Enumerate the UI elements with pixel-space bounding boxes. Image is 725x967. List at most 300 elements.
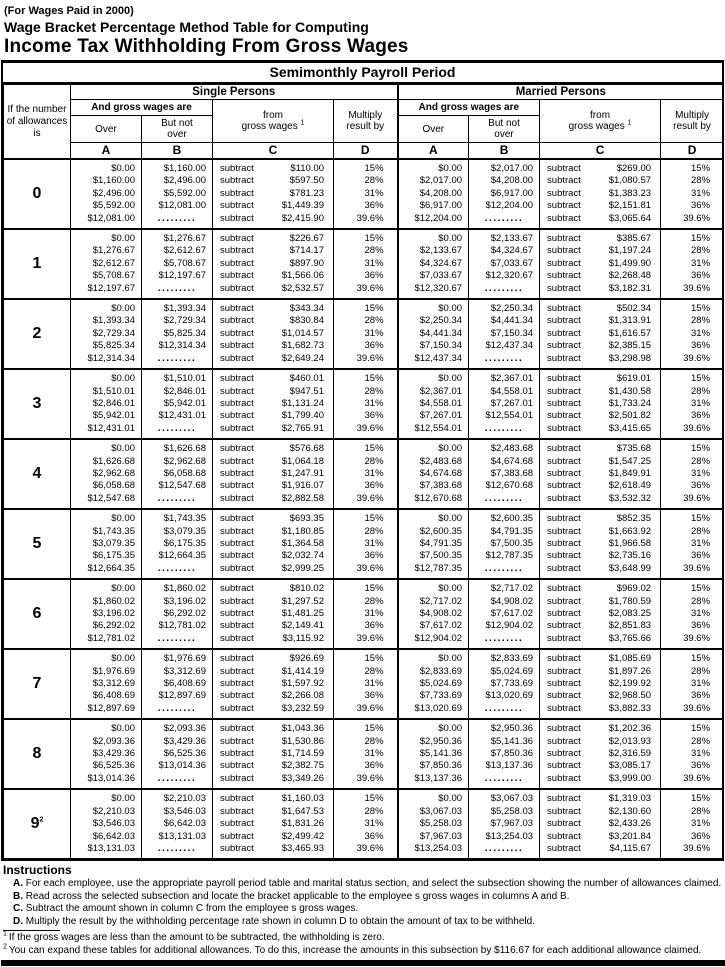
over-value: $6,058.68 <box>92 480 135 492</box>
footnote-marker: 2 <box>3 943 9 951</box>
subtract-amount: $1,499.90 <box>608 257 652 269</box>
but-not-over-value: $2,962.68 <box>163 455 206 467</box>
single-multiply-header: Multiply result by <box>334 100 398 143</box>
subtract-line <box>540 315 660 327</box>
but-not-over-value: $3,196.02 <box>163 595 206 607</box>
rate-value: 39.6% <box>356 352 384 364</box>
subtract-label: subtract <box>220 702 254 714</box>
over-value: $6,917.00 <box>419 200 463 212</box>
married-subtract-cell <box>540 439 661 509</box>
subtract-label: subtract <box>220 562 254 574</box>
allowance-cell: $9^2$ <box>4 789 71 859</box>
subtract-label: subtract <box>547 352 581 364</box>
over-value: $12,204.00 <box>414 212 463 224</box>
single-over-header: Over <box>71 116 142 143</box>
over-value: $0.00 <box>111 653 135 665</box>
allowance-cell: 0 <box>4 159 71 229</box>
subtract-amount: $897.90 <box>289 257 324 269</box>
rate-value: 39.6% <box>683 352 711 364</box>
over-value: $3,067.03 <box>419 805 463 817</box>
table-row <box>4 719 724 789</box>
subtract-amount: $3,182.31 <box>608 282 652 294</box>
subtract-line <box>213 526 333 538</box>
subtract-amount: $3,999.00 <box>608 772 652 784</box>
subtract-amount: $1,247.91 <box>281 467 324 479</box>
over-value: $3,546.03 <box>92 818 135 830</box>
but-not-over-value: $2,210.03 <box>163 793 206 805</box>
allowance-cell: 1 <box>4 229 71 299</box>
over-value: $13,020.69 <box>414 702 463 714</box>
subtract-amount: $1,647.53 <box>281 805 324 817</box>
subtract-line <box>540 678 660 690</box>
married-but-not-over-cell <box>469 369 540 439</box>
subtract-label: subtract <box>547 492 581 504</box>
married-over-cell <box>398 649 469 719</box>
dashes-value: ......... <box>157 492 197 504</box>
single-over-cell <box>71 439 142 509</box>
single-subtract-cell <box>213 789 334 859</box>
subtract-amount: $1,449.39 <box>281 200 324 212</box>
married-multiply-cell <box>661 369 724 439</box>
single-but-not-over-header: But not over <box>142 116 213 143</box>
over-value: $2,250.34 <box>419 315 463 327</box>
subtract-line <box>540 843 660 855</box>
over-value: $4,324.67 <box>419 257 463 269</box>
but-not-over-value: $7,150.34 <box>490 327 534 339</box>
married-multiply-cell <box>661 789 724 859</box>
subtract-label: subtract <box>547 608 581 619</box>
married-multiply-cell <box>661 299 724 369</box>
but-not-over-value: $1,860.02 <box>163 583 206 595</box>
dashes-value: ......... <box>484 352 524 364</box>
over-value: $4,558.01 <box>419 397 463 409</box>
but-not-over-value: $12,904.02 <box>485 620 534 632</box>
rate-value: 39.6% <box>356 562 384 574</box>
table-header <box>4 85 724 160</box>
subtract-label: subtract <box>547 513 581 525</box>
but-not-over-value: $6,292.02 <box>163 608 206 619</box>
subtract-line <box>213 583 333 595</box>
subtract-label: subtract <box>220 270 254 282</box>
subtract-label: subtract <box>547 818 581 830</box>
allowance-cell: 6 <box>4 579 71 649</box>
over-value: $1,860.02 <box>92 595 135 607</box>
subtract-line <box>540 480 660 492</box>
but-not-over-value: $1,276.67 <box>163 233 206 245</box>
but-not-over-value: $4,208.00 <box>490 175 534 187</box>
married-over-cell <box>398 229 469 299</box>
but-not-over-value: $5,825.34 <box>163 327 206 339</box>
subtract-line <box>213 748 333 760</box>
allowance-cell: 7 <box>4 649 71 719</box>
subtract-label: subtract <box>547 175 581 187</box>
subtract-line <box>540 410 660 422</box>
subtract-amount: $735.68 <box>616 443 652 455</box>
married-subtract-cell <box>540 719 661 789</box>
subtract-amount: $1,849.91 <box>608 467 652 479</box>
subtract-label: subtract <box>220 632 254 644</box>
subtract-line <box>213 270 333 282</box>
single-over-cell <box>71 159 142 229</box>
subtract-label: subtract <box>547 723 581 735</box>
married-subtract-cell <box>540 509 661 579</box>
dashes-value: ......... <box>484 282 524 294</box>
subtract-label: subtract <box>547 562 581 574</box>
over-value: $7,967.03 <box>419 830 463 842</box>
married-col-letter-d: D <box>661 143 724 160</box>
over-value: $5,942.01 <box>92 410 135 422</box>
instruction-letter: C. <box>13 903 26 915</box>
over-value: $2,600.35 <box>419 525 463 537</box>
over-value: $7,033.67 <box>419 270 463 282</box>
rate-value: 28% <box>691 385 711 397</box>
subtract-label: subtract <box>547 327 581 339</box>
single-subtract-cell <box>213 369 334 439</box>
rate-value: 31% <box>691 397 711 409</box>
subtract-amount: $226.67 <box>289 233 324 245</box>
over-value: $12,197.67 <box>87 282 135 294</box>
but-not-over-value: $3,429.36 <box>163 735 206 747</box>
over-value: $3,196.02 <box>92 608 135 619</box>
but-not-over-value: $6,525.36 <box>163 748 206 760</box>
married-subtract-cell <box>540 789 661 859</box>
over-value: $12,437.34 <box>414 352 463 364</box>
married-but-not-over-cell <box>469 649 540 719</box>
but-not-over-value: $13,020.69 <box>485 690 534 702</box>
subtract-line <box>213 831 333 843</box>
subtract-label: subtract <box>547 537 581 549</box>
but-not-over-value: $5,141.36 <box>490 735 534 747</box>
subtract-label: subtract <box>220 315 254 327</box>
subtract-amount: $2,130.60 <box>608 805 652 817</box>
rate-value: 31% <box>691 187 711 199</box>
footnote-1-marker: 1 <box>300 119 305 127</box>
subtract-line <box>540 443 660 455</box>
married-over-cell <box>398 579 469 649</box>
over-value: $0.00 <box>111 303 135 315</box>
married-but-not-over-cell <box>469 719 540 789</box>
subtract-label: subtract <box>547 690 581 702</box>
subtract-line <box>540 456 660 468</box>
footnote-marker: 1 <box>3 930 9 938</box>
rate-value: 36% <box>364 830 384 842</box>
but-not-over-value: $7,733.69 <box>490 678 534 690</box>
but-not-over-value: $7,967.03 <box>490 818 534 830</box>
subtract-label: subtract <box>220 187 254 199</box>
table-subtitle: Wage Bracket Percentage Method Table for Computing <box>4 19 369 35</box>
over-value: $13,014.36 <box>87 772 135 784</box>
subtract-label: subtract <box>547 550 581 562</box>
single-multiply-cell <box>334 299 398 369</box>
subtract-amount: $502.34 <box>616 303 652 315</box>
subtract-amount: $2,765.91 <box>281 422 324 434</box>
rate-value: 28% <box>364 805 384 817</box>
over-value: $3,429.36 <box>92 748 135 760</box>
single-multiply-cell <box>334 579 398 649</box>
column-letters-row <box>4 143 724 160</box>
single-but-not-over-cell <box>142 439 213 509</box>
wage-bracket-table <box>3 84 724 859</box>
over-value: $0.00 <box>438 163 463 174</box>
over-value: $7,500.35 <box>419 550 463 562</box>
subtract-label: subtract <box>220 212 254 224</box>
but-not-over-value: $12,431.01 <box>158 410 206 422</box>
subtract-line <box>213 398 333 410</box>
rate-value: 31% <box>691 678 711 690</box>
subtract-line <box>540 303 660 315</box>
subtract-amount: $2,735.16 <box>608 550 652 562</box>
over-value: $2,962.68 <box>92 467 135 479</box>
subtract-amount: $1,160.03 <box>281 793 324 805</box>
but-not-over-value: $13,254.03 <box>485 830 534 842</box>
rate-value: 28% <box>364 735 384 747</box>
subtract-amount: $810.02 <box>289 583 324 595</box>
but-not-over-value: $6,917.00 <box>490 187 534 199</box>
rate-value: 39.6% <box>683 632 711 644</box>
over-value: $4,908.02 <box>419 608 463 619</box>
rate-value: 31% <box>364 608 384 619</box>
married-multiply-cell <box>661 159 724 229</box>
rate-value: 39.6% <box>356 422 384 434</box>
subtract-line <box>213 258 333 270</box>
instruction-item: A. For each employee, use the appropriate payroll period table and marital status section, and select the subsection showing the number of allowances claimed. <box>13 878 722 890</box>
subtract-line <box>540 386 660 398</box>
subtract-line <box>540 340 660 352</box>
single-subtract-cell <box>213 229 334 299</box>
rate-value: 28% <box>691 805 711 817</box>
subtract-line <box>540 328 660 340</box>
but-not-over-value: $12,547.68 <box>158 480 206 492</box>
single-but-not-over-cell <box>142 649 213 719</box>
but-not-over-value: $1,976.69 <box>163 653 206 665</box>
single-col-letter-b: B <box>142 143 213 160</box>
but-not-over-value: $2,093.36 <box>163 723 206 735</box>
rate-value: 36% <box>364 550 384 562</box>
over-value: $0.00 <box>111 723 135 735</box>
rate-value: 39.6% <box>683 562 711 574</box>
but-not-over-value: $7,383.68 <box>490 467 534 479</box>
subtract-label: subtract <box>547 525 581 537</box>
subtract-line <box>213 480 333 492</box>
single-multiply-cell <box>334 719 398 789</box>
subtract-label: subtract <box>220 583 254 595</box>
rate-value: 15% <box>691 513 711 525</box>
single-multiply-cell <box>334 369 398 439</box>
but-not-over-value: $12,897.69 <box>158 690 206 702</box>
rate-value: 15% <box>691 233 711 245</box>
married-over-cell <box>398 159 469 229</box>
rate-value: 36% <box>691 200 711 212</box>
but-not-over-value: $3,312.69 <box>163 665 206 677</box>
married-but-not-over-cell <box>469 439 540 509</box>
subtract-amount: $2,013.93 <box>608 735 652 747</box>
but-not-over-value: $5,942.01 <box>163 397 206 409</box>
dashes-value: ......... <box>484 562 524 574</box>
but-not-over-value: $2,729.34 <box>163 315 206 327</box>
subtract-amount: $1,319.03 <box>608 793 652 805</box>
rate-value: 36% <box>364 480 384 492</box>
subtract-amount: $619.01 <box>616 373 652 385</box>
subtract-amount: $2,382.75 <box>281 760 324 772</box>
married-but-not-over-cell <box>469 509 540 579</box>
subtract-amount: $1,383.23 <box>608 187 652 199</box>
over-value: $12,314.34 <box>87 352 135 364</box>
over-value: $0.00 <box>438 723 463 735</box>
dashes-value: ......... <box>157 352 197 364</box>
subtract-amount: $1,481.25 <box>281 608 324 619</box>
rate-value: 28% <box>691 665 711 677</box>
rate-value: 15% <box>691 443 711 455</box>
subtract-line <box>213 793 333 805</box>
subtract-label: subtract <box>547 830 581 842</box>
subtract-label: subtract <box>547 772 581 784</box>
subtract-line <box>213 353 333 365</box>
over-value: $7,617.02 <box>419 620 463 632</box>
over-value: $12,554.01 <box>414 422 463 434</box>
subtract-amount: $852.35 <box>616 513 652 525</box>
over-value: $2,210.03 <box>92 805 135 817</box>
rate-value: 36% <box>691 340 711 352</box>
over-value: $4,674.68 <box>419 467 463 479</box>
subtract-line <box>213 188 333 200</box>
rate-value: 28% <box>691 595 711 607</box>
subtract-label: subtract <box>547 455 581 467</box>
subtract-line <box>540 666 660 678</box>
over-value: $7,383.68 <box>419 480 463 492</box>
subtract-amount: $3,648.99 <box>608 562 652 574</box>
but-not-over-value: $2,496.00 <box>163 175 206 187</box>
subtract-label: subtract <box>547 665 581 677</box>
over-value: $6,292.02 <box>92 620 135 632</box>
subtract-amount: $3,415.65 <box>608 422 652 434</box>
dashes-value: ......... <box>157 702 197 714</box>
over-value: $12,664.35 <box>87 562 135 574</box>
subtract-label: subtract <box>220 410 254 422</box>
rate-value: 31% <box>364 467 384 479</box>
instruction-item: C. Subtract the amount shown in column C from the employee s gross wages. <box>13 903 359 915</box>
rate-value: 31% <box>691 257 711 269</box>
subtract-label: subtract <box>220 842 254 854</box>
single-multiply-cell <box>334 159 398 229</box>
subtract-line <box>540 760 660 772</box>
married-multiply-cell <box>661 509 724 579</box>
subtract-line <box>540 608 660 620</box>
rate-value: 31% <box>691 537 711 549</box>
but-not-over-value: $1,393.34 <box>163 303 206 315</box>
rate-value: 31% <box>691 818 711 830</box>
subtract-amount: $597.50 <box>289 175 324 187</box>
over-value: $2,950.36 <box>419 735 463 747</box>
over-value: $5,258.03 <box>419 818 463 830</box>
subtract-line <box>213 550 333 562</box>
over-value: $0.00 <box>111 583 135 595</box>
subtract-amount: $1,897.26 <box>608 665 652 677</box>
subtract-label: subtract <box>547 163 581 174</box>
over-value: $2,833.69 <box>419 665 463 677</box>
instruction-item: D. Multiply the result by the withholding percentage rate shown in column D to obtain the amount of tax to be withheld. <box>13 915 535 927</box>
subtract-line <box>213 233 333 245</box>
subtract-label: subtract <box>220 455 254 467</box>
subtract-label: subtract <box>547 410 581 422</box>
subtract-line <box>540 373 660 385</box>
over-value: $4,791.35 <box>419 537 463 549</box>
married-over-cell <box>398 299 469 369</box>
subtract-amount: $3,882.33 <box>608 702 652 714</box>
subtract-amount: $1,780.59 <box>608 595 652 607</box>
but-not-over-value: $12,204.00 <box>485 200 534 212</box>
subtract-label: subtract <box>220 690 254 702</box>
rate-value: 15% <box>691 303 711 315</box>
married-subtract-cell <box>540 299 661 369</box>
married-over-header: Over <box>398 116 469 143</box>
subtract-label: subtract <box>220 352 254 364</box>
married-subtract-cell <box>540 369 661 439</box>
but-not-over-value: $2,017.00 <box>490 163 534 174</box>
subtract-line <box>213 723 333 735</box>
married-multiply-cell <box>661 649 724 719</box>
rate-value: 15% <box>364 583 384 595</box>
rate-value: 36% <box>691 690 711 702</box>
table-row <box>4 439 724 509</box>
subtract-line <box>540 550 660 562</box>
but-not-over-value: $3,546.03 <box>163 805 206 817</box>
but-not-over-value: $2,846.01 <box>163 385 206 397</box>
married-gross-wages-header: And gross wages are <box>398 100 540 116</box>
subtract-line <box>213 373 333 385</box>
subtract-label: subtract <box>547 303 581 315</box>
over-value: $7,850.36 <box>419 760 463 772</box>
subtract-label: subtract <box>547 212 581 224</box>
subtract-amount: $1,297.52 <box>281 595 324 607</box>
married-but-not-over-cell <box>469 789 540 859</box>
but-not-over-value: $4,558.01 <box>490 385 534 397</box>
subtract-amount: $1,733.24 <box>608 397 652 409</box>
subtract-amount: $2,532.57 <box>281 282 324 294</box>
single-subtract-cell <box>213 649 334 719</box>
subtract-amount: $1,597.92 <box>281 678 324 690</box>
dashes-value: ......... <box>157 212 197 224</box>
single-but-not-over-cell <box>142 229 213 299</box>
dashes-value: ......... <box>484 702 524 714</box>
subtract-label: subtract <box>220 282 254 294</box>
over-value: $0.00 <box>111 373 135 385</box>
subtract-amount: $1,043.36 <box>281 723 324 735</box>
subtract-amount: $1,966.58 <box>608 537 652 549</box>
subtract-label: subtract <box>547 632 581 644</box>
rate-value: 39.6% <box>356 772 384 784</box>
over-value: $0.00 <box>111 443 135 455</box>
subtract-label: subtract <box>220 443 254 455</box>
rate-value: 28% <box>364 245 384 257</box>
but-not-over-value: $5,024.69 <box>490 665 534 677</box>
over-value: $13,254.03 <box>414 842 463 854</box>
subtract-label: subtract <box>220 818 254 830</box>
subtract-label: subtract <box>220 175 254 187</box>
single-multiply-cell <box>334 649 398 719</box>
subtract-amount: $2,199.92 <box>608 678 652 690</box>
subtract-line <box>213 563 333 575</box>
subtract-amount: $460.01 <box>289 373 324 385</box>
subtract-amount: $2,268.48 <box>608 270 652 282</box>
but-not-over-value: $12,554.01 <box>485 410 534 422</box>
rate-value: 15% <box>364 303 384 315</box>
payroll-period-header: Semimonthly Payroll Period <box>3 63 722 84</box>
subtract-amount: $781.23 <box>289 187 324 199</box>
over-value: $0.00 <box>438 373 463 385</box>
subtract-label: subtract <box>547 653 581 665</box>
instruction-letter: A. <box>13 878 26 890</box>
dashes-value: ......... <box>484 212 524 224</box>
